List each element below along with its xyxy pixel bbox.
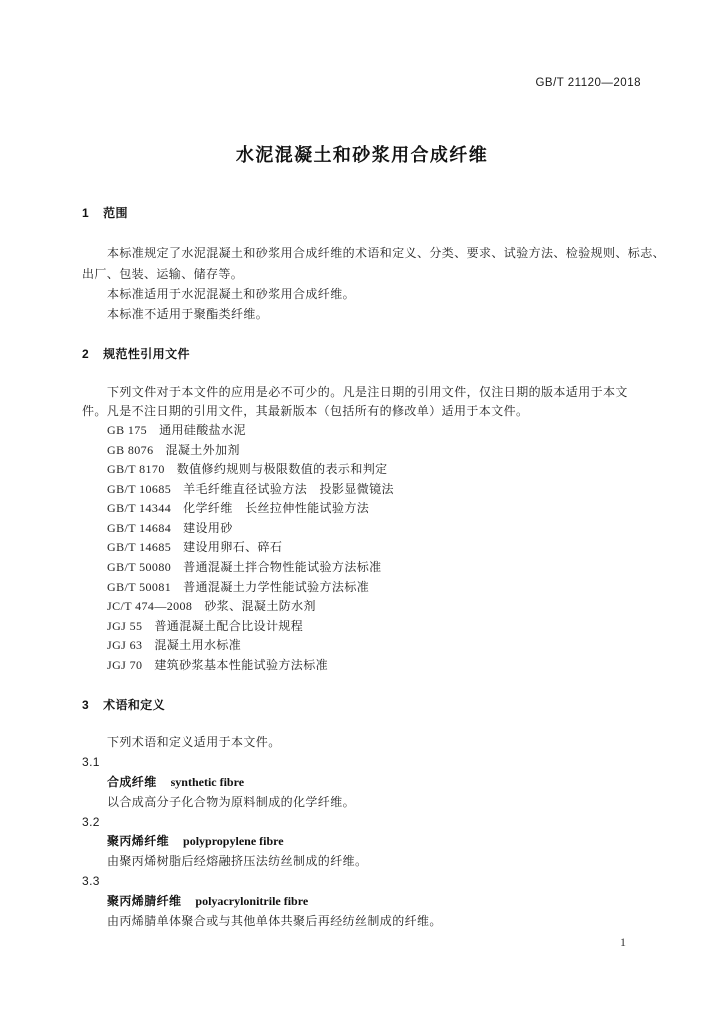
term-name — [82, 832, 442, 852]
term-name-en: polyacrylonitrile fibre — [195, 894, 309, 909]
scope-excludes: 本标准不适用于聚酯类纤维。 — [107, 307, 269, 321]
term-definition: 由丙烯腈单体聚合或与其他单体共聚后再经纺丝制成的纤维。 — [107, 914, 442, 929]
terms-intro: 下列术语和定义适用于本文件。 — [107, 735, 281, 749]
reference-title: 砂浆、混凝土防水剂 — [204, 599, 316, 614]
reference-title: 建设用砂 — [183, 520, 233, 535]
reference-item — [107, 597, 394, 617]
reference-code: GB 175 — [107, 423, 148, 437]
reference-item — [107, 519, 394, 539]
reference-list — [107, 421, 394, 676]
reference-item — [107, 578, 394, 598]
reference-title: 羊毛纤维直径试验方法 投影显微镜法 — [183, 481, 394, 496]
section-title: 术语和定义 — [103, 698, 166, 712]
document-title: 水泥混凝土和砂浆用合成纤维 — [235, 145, 489, 165]
reference-code: GB/T 14685 — [107, 540, 172, 555]
section-number: 3 — [82, 698, 90, 712]
reference-title: 普通混凝土力学性能试验方法标准 — [183, 579, 370, 594]
reference-title: 普通混凝土拌合物性能试验方法标准 — [183, 560, 382, 575]
reference-item — [107, 656, 394, 676]
scope-paragraph-line-1: 本标准规定了水泥混凝土和砂浆用合成纤维的术语和定义、分类、要求、试验方法、检验规则、标志、 — [107, 246, 666, 260]
reference-item — [107, 460, 394, 480]
term-definition: 以合成高分子化合物为原料制成的化学纤维。 — [107, 794, 356, 809]
reference-code: JGJ 70 — [107, 657, 143, 672]
term-name — [82, 892, 442, 912]
term-name — [82, 773, 442, 793]
scope-applies: 本标准适用于水泥混凝土和砂浆用合成纤维。 — [107, 287, 356, 301]
reference-title: 通用硅酸盐水泥 — [159, 423, 246, 437]
standard-code: GB/T 21120—2018 — [535, 77, 641, 89]
references-intro-line-1: 下列文件对于本文件的应用是必不可少的。凡是注日期的引用文件，仅注日期的版本适用于本文 — [107, 385, 628, 399]
term-name-zh: 合成纤维 — [107, 774, 157, 789]
section-1-heading — [82, 205, 128, 221]
reference-code: GB/T 50080 — [107, 560, 172, 575]
reference-code: GB/T 8170 — [107, 462, 165, 477]
section-3-heading — [82, 697, 165, 713]
reference-item — [107, 480, 394, 500]
reference-title: 数值修约规则与极限数值的表示和判定 — [176, 462, 388, 477]
reference-code: JC/T 474—2008 — [107, 599, 193, 614]
reference-code: JGJ 55 — [107, 618, 143, 633]
term-definition: 由聚丙烯树脂后经熔融挤压法纺丝制成的纤维。 — [107, 854, 368, 869]
page-number: 1 — [620, 935, 627, 949]
section-number: 1 — [82, 206, 90, 220]
reference-code: GB/T 14344 — [107, 501, 172, 516]
term-name-zh: 聚丙烯腈纤维 — [107, 894, 182, 909]
reference-code: GB/T 10685 — [107, 481, 172, 496]
term-number: 3.1 — [82, 754, 100, 769]
reference-item — [107, 421, 394, 441]
section-2-heading — [82, 346, 190, 362]
reference-item — [107, 441, 394, 461]
reference-title: 普通混凝土配合比设计规程 — [154, 618, 304, 633]
section-title: 范围 — [103, 206, 128, 220]
reference-title: 混凝土外加剂 — [165, 442, 240, 457]
section-number: 2 — [82, 347, 90, 361]
reference-item — [107, 558, 394, 578]
reference-title: 建筑砂浆基本性能试验方法标准 — [154, 657, 329, 672]
term-name-en: synthetic fibre — [170, 774, 245, 789]
reference-code: GB 8076 — [107, 442, 154, 457]
reference-item — [107, 636, 394, 656]
term-number: 3.3 — [82, 874, 100, 889]
scope-paragraph-line-2: 出厂、包装、运输、储存等。 — [82, 267, 244, 281]
references-intro-line-2: 件。凡是不注日期的引用文件，其最新版本（包括所有的修改单）适用于本文件。 — [82, 404, 529, 418]
reference-code: JGJ 63 — [107, 638, 143, 653]
reference-title: 建设用卵石、碎石 — [183, 540, 283, 555]
term-number: 3.2 — [82, 814, 100, 829]
section-title: 规范性引用文件 — [103, 347, 190, 361]
reference-item — [107, 538, 394, 558]
reference-item — [107, 617, 394, 637]
reference-code: GB/T 14684 — [107, 520, 172, 535]
reference-title: 混凝土用水标准 — [154, 638, 242, 653]
reference-code: GB/T 50081 — [107, 579, 172, 594]
reference-item — [107, 499, 394, 519]
terms-list — [82, 733, 442, 932]
term-name-en: polypropylene fibre — [183, 834, 284, 849]
term-name-zh: 聚丙烯纤维 — [107, 834, 170, 849]
reference-title: 化学纤维 长丝拉伸性能试验方法 — [183, 501, 370, 516]
